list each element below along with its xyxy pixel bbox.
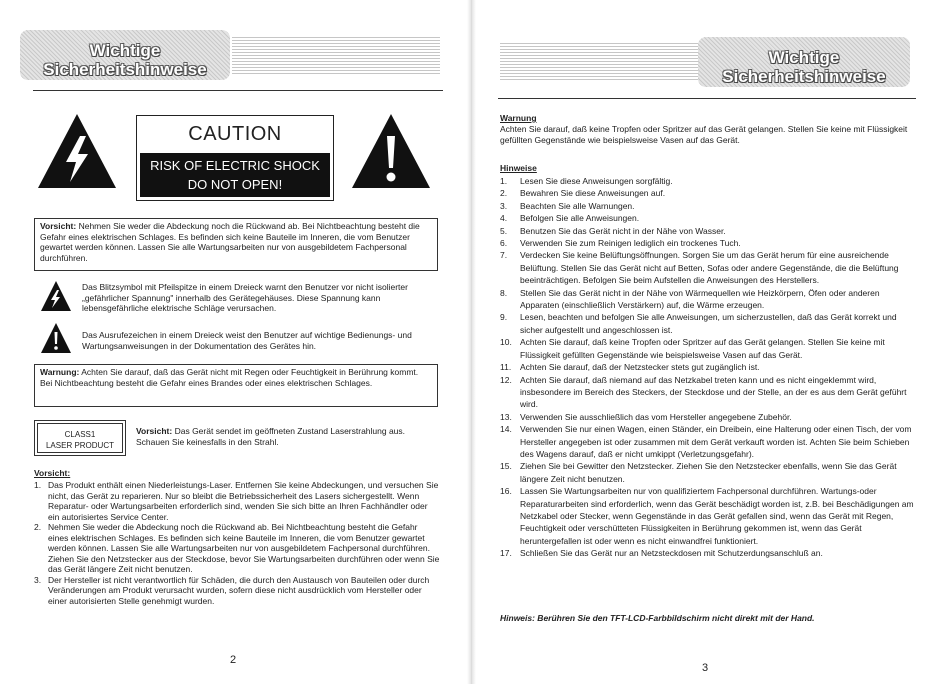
right-page <box>476 0 950 684</box>
list-item-text: Verdecken Sie keine Belüftungsöffnungen. Sorgen Sie um das Gerät herum für eine ausreichende Belüftung. Stellen Sie das Gerät nicht auf Betten, Sofas oder andere Gegenstände, die die Belüftung beeinträchtigen. Befolgen Sie beim Aufstellen die Anweisungen des Herstellers. <box>520 250 899 286</box>
book-gutter <box>467 0 476 684</box>
list-item-text: Ziehen Sie bei Gewitter den Netzstecker. Ziehen Sie den Netzstecker ebenfalls, wenn Sie das Gerät längere Zeit nicht benutzen. <box>520 461 897 484</box>
header-lines <box>232 35 440 75</box>
caution-line1: RISK OF ELECTRIC SHOCK <box>150 158 320 173</box>
list-item <box>500 547 916 559</box>
list-item <box>500 485 916 547</box>
laser-product: LASER PRODUCT <box>45 441 114 450</box>
list-item <box>500 225 916 237</box>
list-item-text: Der Hersteller ist nicht verantwortlich für Schäden, die durch den Austausch von Bauteilen oder durch Veränderungen am Produkt verursacht wurden, sofern diese nicht ausdrücklich vom Hersteller oder einer autorisierten Stelle genehmigt wurden. <box>48 574 430 606</box>
list-item <box>500 411 916 423</box>
list-item <box>34 575 440 607</box>
list-item <box>500 237 916 249</box>
list-item <box>500 249 916 286</box>
list-item-text: Stellen Sie das Gerät nicht in der Nähe von Wärmequellen wie Heizkörpern, Öfen oder anderen Apparaten (einschließlich Verstärkern) auf, die Wärme erzeugen. <box>520 287 880 311</box>
list-item-text: Lassen Sie Wartungsarbeiten nur von qualifiziertem Fachpersonal durchführen. Wartungs-oder Reparaturarbeiten sind erforderlich, wenn das Gerät beschädigt worden ist, z.B. bei Beschädigungen am Netzkabel oder Stecker, wenn Gegenstände in das Gerät gefallen sind, wenn das Gerät mit Regen, Feuchtigkeit oder verschütteten Flüssigkeiten in Berührung gekommen ist, wenn das Gerät heruntergefallen ist oder wenn es nicht einwandfrei funktioniert. <box>520 486 914 546</box>
laser-note-text: Das Gerät sendet im geöffneten Zustand Laserstrahlung aus. Schauen Sie keinesfalls in den Strahl. <box>136 426 406 447</box>
warnung-text: Achten Sie darauf, daß keine Tropfen oder Spritzer auf das Gerät gelangen. Stellen Sie keine mit Flüssigkeit gefüllten Gegenstände wie beispielsweise Vasen auf das Gerät. <box>500 124 908 145</box>
list-item-number: 13. <box>500 411 512 422</box>
laser-note-label: Vorsicht: <box>136 426 173 436</box>
vorsicht-list <box>34 480 440 606</box>
list-item-number: 9. <box>500 312 508 323</box>
divider <box>33 90 443 91</box>
warnung-label: Warnung: <box>40 367 80 377</box>
laser-class: CLASS1 <box>64 430 96 439</box>
list-item-text: Nehmen Sie weder die Abdeckung noch die Rückwand ab. Bei Nichtbeachtung besteht die Gefahr eines elektrischen Schlages. Es befinden sich keine Bauteile im Inneren, die vom Benutzer gewartet werden können. Lassen Sie alle Wartungsarbeiten nur von ausgebildetem Fachpersonal durchführen. Ziehen Sie den Netzstecker aus der Steckdose, bevor Sie Wartungsarbeiten durchführen oder wenn Sie das Gerät längere Zeit nicht benutzen. <box>48 522 440 574</box>
list-item-text: Beachten Sie alle Warnungen. <box>520 200 635 211</box>
list-item-text: Benutzen Sie das Gerät nicht in der Nähe von Wasser. <box>520 225 726 236</box>
list-item-text: Achten Sie darauf, daß der Netzstecker stets gut zugänglich ist. <box>520 362 760 373</box>
list-item-number: 2. <box>500 188 508 199</box>
caution-line2: DO NOT OPEN! <box>187 177 283 192</box>
list-item-text: Bewahren Sie diese Anweisungen auf. <box>520 188 666 199</box>
vorsicht-heading: Vorsicht: <box>34 468 71 478</box>
list-item-number: 2. <box>34 522 42 532</box>
list-item-number: 17. <box>500 548 512 559</box>
list-item <box>500 175 916 187</box>
caution-subtitle <box>140 153 330 197</box>
list-item <box>500 187 916 199</box>
list-item-text: Schließen Sie das Gerät nur an Netzsteckdosen mit Schutzerdungsanschluß an. <box>520 548 823 559</box>
list-item-text: Verwenden Sie nur einen Wagen, einen Ständer, ein Dreibein, eine Halterung oder einen Tisch, der vom Hersteller angegeben ist oder zusammen mit dem Gerät verkauft worden ist. Achten Sie beim Schieben des Wagens darauf, daß er nicht umkippt (Verletzungsgefahr). <box>520 424 912 459</box>
list-item <box>500 287 916 312</box>
list-item-text: Verwenden Sie zum Reinigen lediglich ein trockenes Tuch. <box>520 238 741 249</box>
list-item-number: 14. <box>500 424 512 435</box>
lightning-symbol-text: Das Blitzsymbol mit Pfeilspitze in einem Dreieck warnt den Benutzer vor nicht isolierter „gefährlicher Spannung" innerhalb des Gerätegehäuses. Diese Spannung kann lebensgefährliche elektrische Schläge verursachen. <box>82 282 408 313</box>
list-item <box>500 311 916 336</box>
list-item-number: 7. <box>500 250 508 261</box>
list-item <box>500 460 916 485</box>
list-item-number: 3. <box>34 574 42 585</box>
header-title: Wichtige Sicherheitshinweise <box>722 48 886 86</box>
list-item-number: 3. <box>500 200 508 211</box>
header-lines <box>500 41 700 81</box>
vorsicht-label: Vorsicht: <box>40 221 77 231</box>
list-item-number: 8. <box>500 287 508 298</box>
list-item-text: Lesen Sie diese Anweisungen sorgfältig. <box>520 176 673 186</box>
list-item-number: 10. <box>500 337 512 348</box>
header-banner <box>20 30 230 80</box>
laser-product-label <box>34 420 126 456</box>
vorsicht-box <box>34 218 438 271</box>
list-item-number: 6. <box>500 238 508 249</box>
lightning-warning-icon <box>36 112 118 190</box>
hinweise-heading: Hinweise <box>500 163 537 173</box>
exclamation-symbol-icon <box>40 322 72 354</box>
divider <box>498 98 916 99</box>
warnung-text: Achten Sie darauf, daß das Gerät nicht mit Regen oder Feuchtigkeit in Berührung kommt. Bei Nichtbeachtung besteht die Gefahr eines Brandes oder eines elektrischen Schlages. <box>40 367 419 388</box>
list-item-number: 1. <box>34 480 42 490</box>
page-number: 2 <box>230 654 237 666</box>
lightning-symbol-icon <box>40 280 72 312</box>
list-item <box>34 522 440 575</box>
header-title: Wichtige Sicherheitshinweise <box>43 41 207 79</box>
list-item-text: Achten Sie darauf, daß niemand auf das Netzkabel treten kann und es nicht eingeklemmt wird, insbesondere im Bereich des Steckers, der Steckdose und der Stelle, an der es aus dem Gerät geführt wird. <box>520 374 907 410</box>
list-item-number: 11. <box>500 362 512 373</box>
laser-note <box>136 426 438 447</box>
list-item-number: 15. <box>500 461 512 472</box>
list-item-number: 4. <box>500 213 508 224</box>
list-item <box>500 374 916 411</box>
list-item <box>500 361 916 373</box>
list-item-number: 16. <box>500 486 512 497</box>
list-item-number: 5. <box>500 225 508 236</box>
warnung-box <box>34 364 438 407</box>
list-item <box>500 212 916 224</box>
list-item-text: Lesen, beachten und befolgen Sie alle Anweisungen, um sicherzustellen, daß das Gerät korrekt und sicher aufgestellt und angeschlossen ist. <box>520 312 897 335</box>
left-page <box>0 0 470 684</box>
caution-title: CAUTION <box>188 123 282 145</box>
hinweis-note: Hinweis: Berühren Sie den TFT-LCD-Farbbildschirm nicht direkt mit der Hand. <box>500 613 815 623</box>
list-item <box>500 336 916 361</box>
hinweise-list <box>500 175 916 560</box>
warnung-heading: Warnung <box>500 113 537 123</box>
caution-label <box>136 115 334 201</box>
list-item <box>34 480 440 522</box>
list-item <box>500 423 916 460</box>
list-item <box>500 200 916 212</box>
exclamation-warning-icon <box>350 112 432 190</box>
page-number: 3 <box>702 662 709 674</box>
list-item-number: 1. <box>500 176 508 186</box>
list-item-text: Verwenden Sie ausschließlich das vom Hersteller angegebene Zubehör. <box>520 411 792 422</box>
list-item-text: Das Produkt enthält einen Niederleistungs-Laser. Entfernen Sie keine Abdeckungen, und versuchen Sie nicht, das Gerät zu reparieren. Nur so bleibt die Betriebssicherheit des Lasers sichergestellt. Wenn Reparatur- oder Wartungsarbeiten erforderlich sind, wenden Sie sich bitte an Ihren Fachhändler oder ein autorisiertes Service Center. <box>48 480 439 522</box>
list-item-number: 12. <box>500 374 512 385</box>
vorsicht-text: Nehmen Sie weder die Abdeckung noch die Rückwand ab. Bei Nichtbeachtung besteht die Gefahr eines elektrischen Schlages. Es befinden sich keine Bauteile im Inneren, die vom Benutzer gewartet werden können. Lassen Sie alle Wartungsarbeiten nur von ausgebildetem Fachpersonal durchführen. <box>40 221 420 263</box>
list-item-text: Achten Sie darauf, daß keine Tropfen oder Spritzer auf das Gerät gelangen. Stellen Sie keine mit Flüssigkeit gefüllten Gegenstände wie beispielsweise Vasen auf das Gerät. <box>520 337 885 360</box>
exclamation-symbol-text: Das Ausrufezeichen in einem Dreieck weist den Benutzer auf wichtige Bedienungs- und Wartungsanweisungen in der Dokumentation des Gerätes hin. <box>82 330 412 351</box>
list-item-text: Befolgen Sie alle Anweisungen. <box>520 213 640 224</box>
header-banner <box>698 37 910 87</box>
